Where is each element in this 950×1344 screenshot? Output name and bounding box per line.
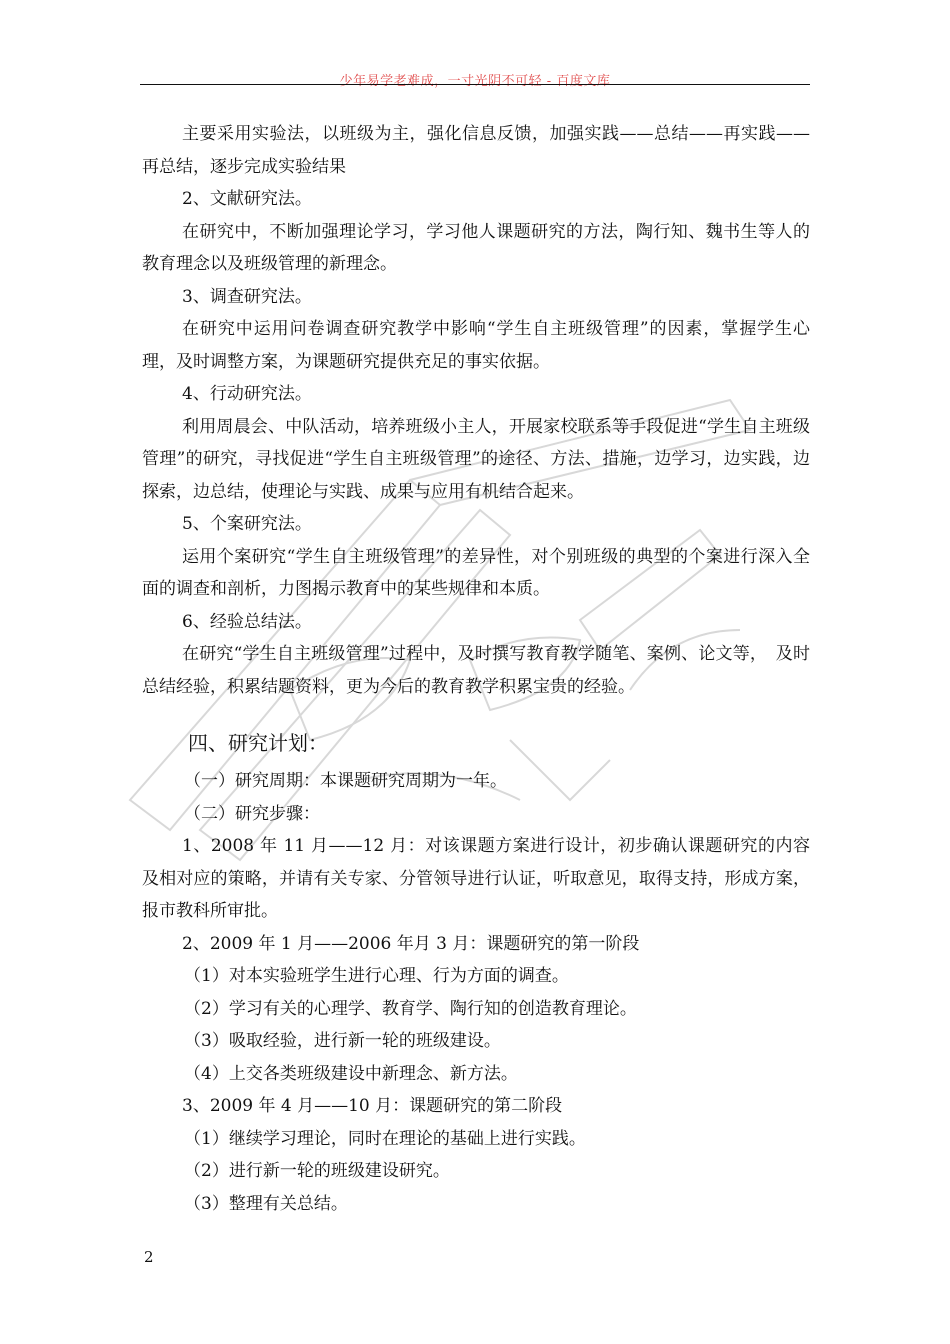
paragraph: 1、2008 年 11 月——12 月：对该课题方案进行设计，初步确认课题研究的内容及相对应的策略，并请有关专家、分管领导进行认证，听取意见，取得支持，形成方案，报市教科所审批。 bbox=[142, 836, 810, 921]
paragraph: 3、调查研究法。 bbox=[182, 286, 312, 307]
paragraph: 在研究“学生自主班级管理”过程中，及时撰写教育教学随笔、案例、论文等， 及时总结经验，积累结题资料，更为今后的教育教学积累宝贵的经验。 bbox=[142, 644, 810, 697]
paragraph: （2）学习有关的心理学、教育学、陶行知的创造教育理论。 bbox=[184, 998, 637, 1019]
document-body bbox=[142, 118, 810, 1220]
header-divider bbox=[140, 84, 810, 85]
paragraph: （一）研究周期：本课题研究周期为一年。 bbox=[184, 771, 507, 791]
paragraph: 在研究中运用问卷调查研究教学中影响“学生自主班级管理”的因素，掌握学生心理，及时调整方案，为课题研究提供充足的事实依据。 bbox=[142, 319, 810, 372]
paragraph: 4、行动研究法。 bbox=[182, 384, 312, 404]
paragraph: 在研究中，不断加强理论学习，学习他人课题研究的方法，陶行知、魏书生等人的教育理念以及班级管理的新理念。 bbox=[142, 221, 810, 274]
paragraph: 6、经验总结法。 bbox=[182, 611, 312, 632]
paragraph: 利用周晨会、中队活动，培养班级小主人，开展家校联系等手段促进“学生自主班级管理”的研究，寻找促进“学生自主班级管理”的途径、方法、措施，边学习，边实践，边探索，边总结，使理论与实践、成果与应用有机结合起来。 bbox=[142, 416, 810, 502]
paragraph: 2、文献研究法。 bbox=[182, 189, 312, 209]
paragraph: （3）整理有关总结。 bbox=[184, 1193, 348, 1214]
paragraph: （1）继续学习理论，同时在理论的基础上进行实践。 bbox=[184, 1128, 586, 1149]
paragraph: （2）进行新一轮的班级建设研究。 bbox=[184, 1161, 450, 1181]
paragraph: （1）对本实验班学生进行心理、行为方面的调查。 bbox=[184, 966, 569, 986]
paragraph: （3）吸取经验，进行新一轮的班级建设。 bbox=[184, 1031, 501, 1051]
paragraph: 2、2009 年 1 月——2006 年月 3 月：课题研究的第一阶段 bbox=[182, 933, 640, 954]
page-header-slogan: 少年易学老难成，一寸光阴不可轻 - 百度文库 bbox=[339, 74, 611, 89]
paragraph: （4）上交各类班级建设中新理念、新方法。 bbox=[184, 1063, 518, 1084]
paragraph: 运用个案研究“学生自主班级管理”的差异性，对个别班级的典型的个案进行深入全面的调查和剖析，力图揭示教育中的某些规律和本质。 bbox=[142, 546, 810, 599]
paragraph: 3、2009 年 4 月——10 月：课题研究的第二阶段 bbox=[182, 1096, 563, 1116]
page-number: 2 bbox=[144, 1248, 154, 1266]
paragraph: 主要采用实验法，以班级为主，强化信息反馈，加强实践——总结——再实践——再总结，逐步完成实验结果 bbox=[142, 124, 810, 177]
paragraph: 5、个案研究法。 bbox=[182, 514, 312, 534]
section-heading: 四、研究计划： bbox=[188, 731, 328, 755]
paragraph: （二）研究步骤： bbox=[184, 803, 320, 824]
